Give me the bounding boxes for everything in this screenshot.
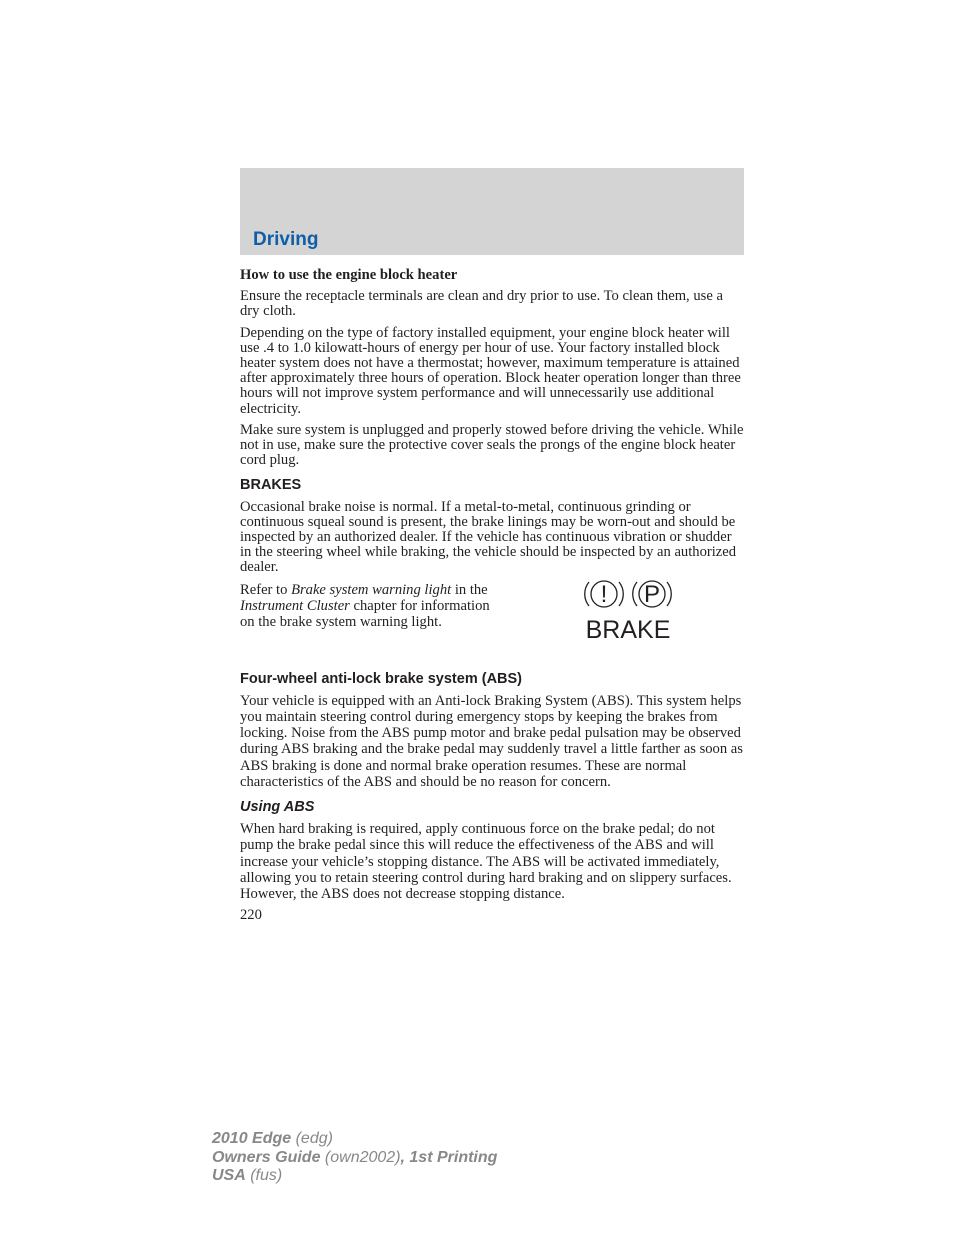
footer-line-1: 2010 Edge (edg) xyxy=(212,1130,333,1147)
footer-line-3: USA (fus) xyxy=(212,1167,283,1184)
instrument-cluster-reference: Instrument Cluster xyxy=(240,598,350,615)
exclamation-symbol: ! xyxy=(600,580,608,608)
document-footer xyxy=(212,1130,497,1186)
brakes-heading: BRAKES xyxy=(240,477,302,494)
using-abs-heading: Using ABS xyxy=(240,799,315,816)
abs-heading: Four-wheel anti-lock brake system (ABS) xyxy=(240,670,523,687)
page-content xyxy=(240,268,744,924)
block-heater-heading: How to use the engine block heater xyxy=(240,267,458,283)
block-heater-paragraph-3: Make sure system is unplugged and properly stowed before driving the vehicle. While not in use, make sure the protective cover seals the prongs of the engine block heater cord plug. xyxy=(240,421,744,469)
brake-label: BRAKE xyxy=(585,615,671,644)
block-heater-paragraph-2: Depending on the type of factory installed equipment, your engine block heater will use .4 to 1.0 kilowatt-hours of energy per hour of use. Your factory installed block heater system does not have a thermostat; however, maximum temperature is attained after approximately three hours of operation. Block heater operation longer than three hours will not improve system performance and will unnecessarily use additional electricity. xyxy=(240,324,741,417)
brake-reference-text: Refer to Brake system warning light in the Instrument Cluster chapter for information on the brake system warning light. xyxy=(240,581,490,631)
brakes-paragraph-1: Occasional brake noise is normal. If a metal-to-metal, continuous grinding or continuous squeal sound is present, the brake linings may be worn-out and should be inspected by an authorized dealer. If the vehicle has continuous vibration or shudder in the steering wheel while braking, the vehicle should be inspected by an authorized dealer. xyxy=(240,498,737,576)
section-title: Driving xyxy=(253,229,319,250)
using-abs-paragraph-1: When hard braking is required, apply continuous force on the brake pedal; do not pump the brake pedal since this will reduce the effectiveness of the ABS and will increase your vehicle’s stopping distance. The ABS will be activated immediately, allowing you to retain steering control during hard braking and on slippery surfaces. However, the ABS does not decrease stopping distance. xyxy=(240,821,732,903)
section-header-band xyxy=(240,168,744,255)
footer-line-2: Owners Guide (own2002), 1st Printing xyxy=(212,1148,498,1166)
parking-p-symbol: P xyxy=(643,580,661,608)
page-number: 220 xyxy=(240,907,262,924)
brake-warning-icon xyxy=(578,576,678,646)
abs-paragraph-1: Your vehicle is equipped with an Anti-lock Braking System (ABS). This system helps you maintain steering control during emergency stops by keeping the brakes from locking. Noise from the ABS pump motor and brake pedal pulsation may be observed during ABS braking and the brake pedal may suddenly travel a little farther as soon as ABS braking is done and normal brake operation resumes. These are normal characteristics of the ABS and should be no reason for concern. xyxy=(240,692,743,790)
brake-system-warning-light-reference: Brake system warning light xyxy=(291,581,452,598)
block-heater-paragraph-1: Ensure the receptacle terminals are clean and dry prior to use. To clean them, use a dry cloth. xyxy=(240,288,723,320)
brake-warning-reference xyxy=(240,582,744,646)
